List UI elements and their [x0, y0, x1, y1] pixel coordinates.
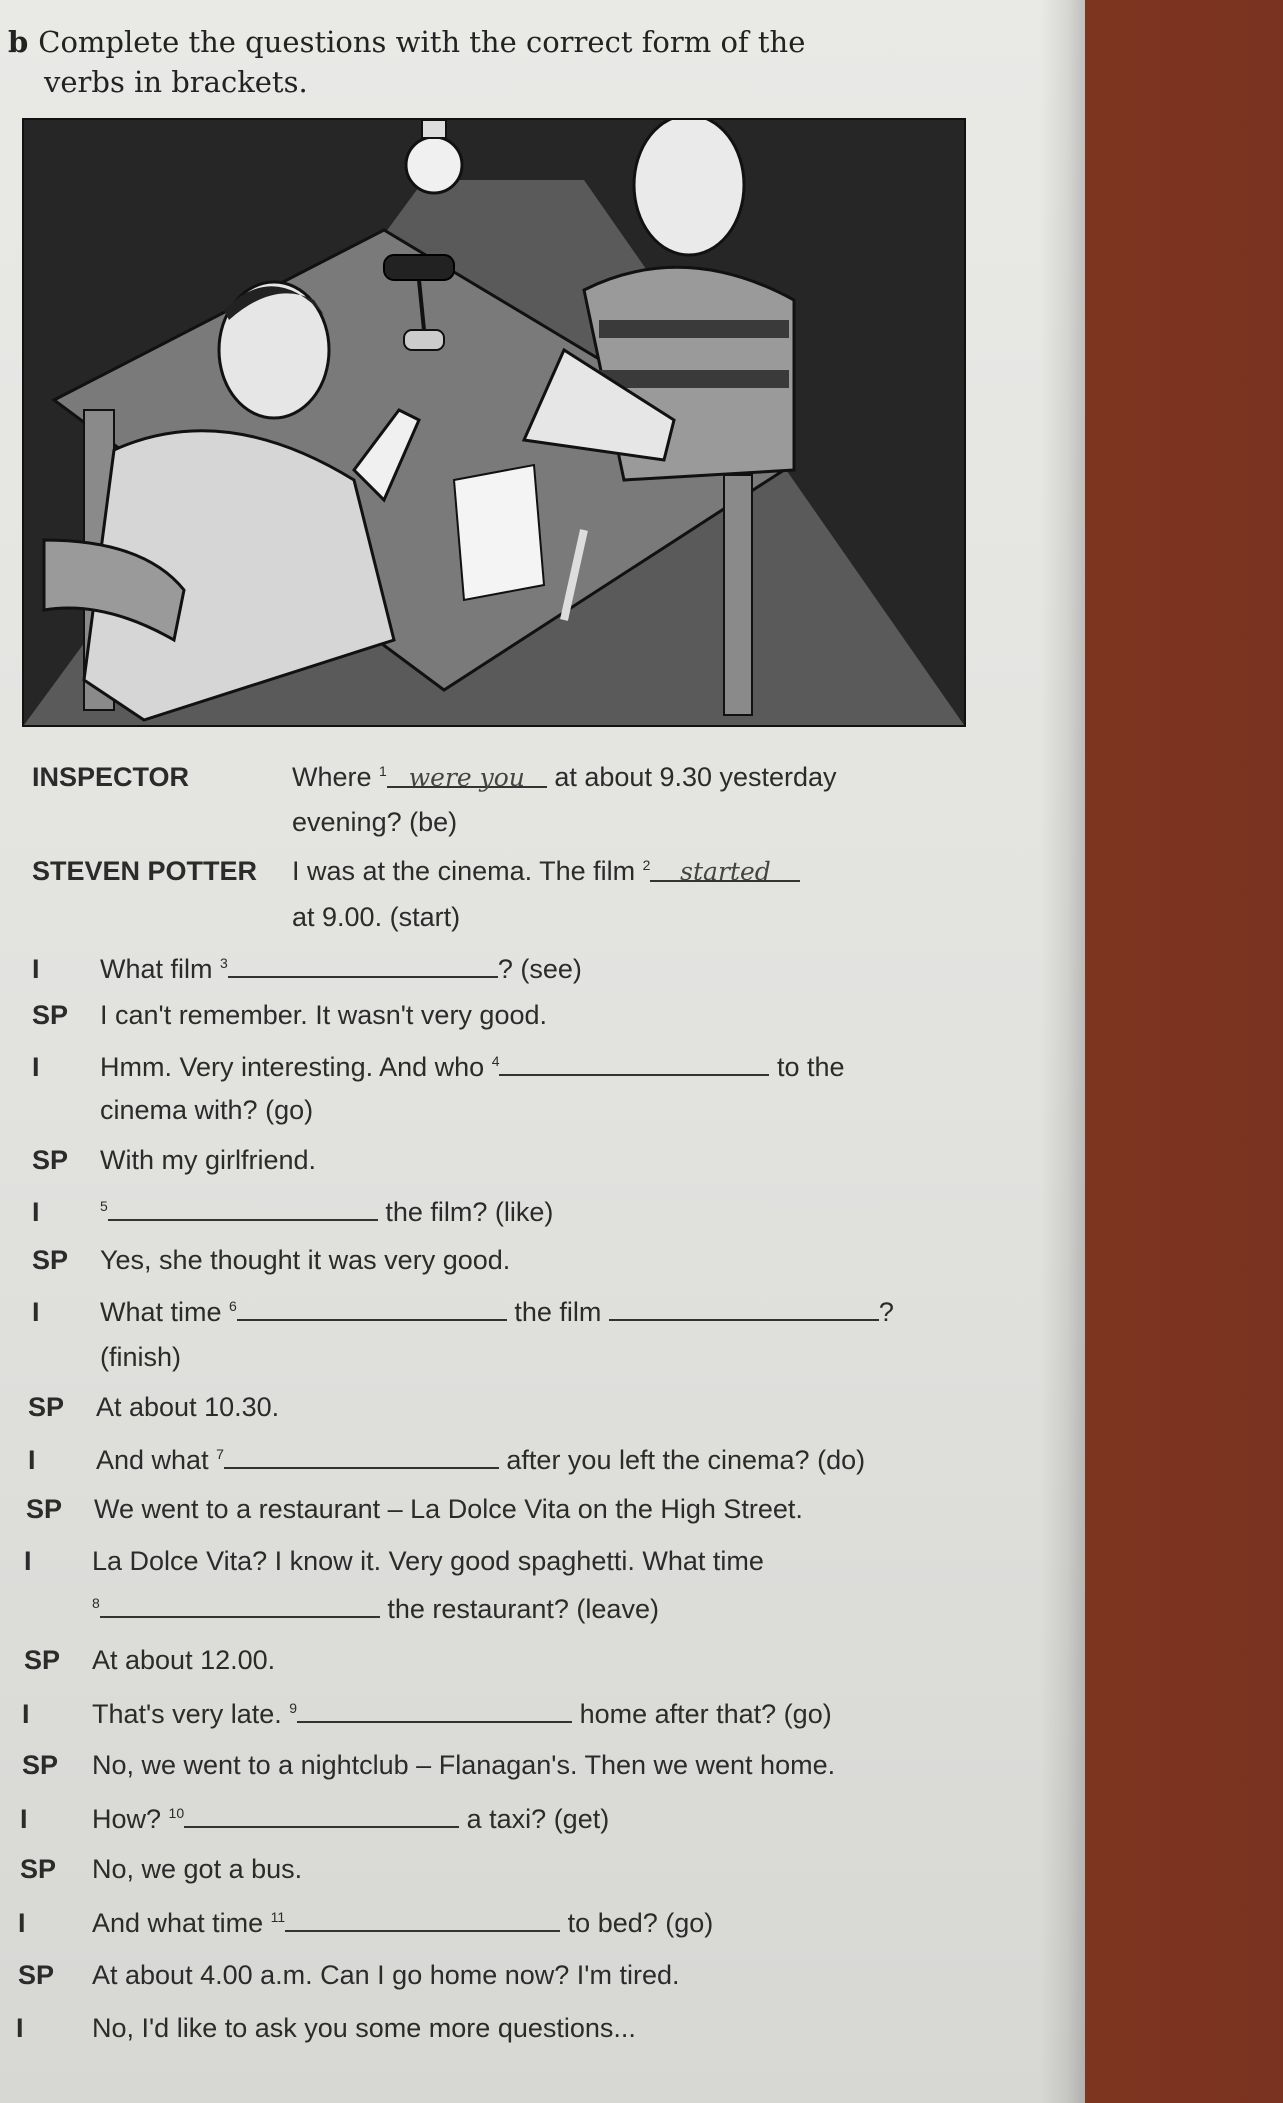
line-text: What film — [100, 954, 213, 984]
dialogue-line-17 — [20, 1802, 609, 1835]
question-number: 7 — [216, 1446, 224, 1462]
question-number: 9 — [289, 1700, 298, 1716]
answer-blank-1[interactable] — [387, 762, 547, 792]
answer-blank-7[interactable] — [224, 1443, 499, 1469]
line-text: to bed? (go) — [567, 1908, 714, 1938]
speaker-label: I — [22, 1699, 30, 1729]
speaker-label: STEVEN POTTER — [32, 856, 258, 886]
speaker-label: SP — [32, 1000, 69, 1030]
dialogue-line-7 — [32, 1195, 553, 1228]
dialogue-line-16 — [22, 1750, 835, 1781]
line-text: to the — [777, 1052, 845, 1082]
dialogue-line-4 — [32, 1000, 547, 1031]
line-text: La Dolce Vita? I know it. Very good spaghetti. What time — [92, 1546, 764, 1576]
question-number: 5 — [100, 1198, 108, 1214]
line-text: Where — [292, 762, 372, 792]
answer-blank-8[interactable] — [100, 1592, 380, 1618]
line-text: after you left the cinema? (do) — [506, 1445, 866, 1475]
line-text: home after that? (go) — [579, 1699, 832, 1729]
dialogue-line-11 — [28, 1443, 865, 1476]
instructions-line-1: Complete the questions with the correct form of the — [38, 25, 806, 59]
dialogue-line-18 — [20, 1854, 302, 1885]
speaker-label: I — [32, 1297, 40, 1327]
question-number: 2 — [642, 857, 651, 873]
line-text: the restaurant? (leave) — [387, 1594, 659, 1624]
speaker-label: SP — [28, 1392, 65, 1422]
speaker-label: SP — [24, 1645, 61, 1675]
line-text: I was at the cinema. The film — [292, 856, 636, 886]
answer-text: were you — [408, 763, 525, 792]
line-text: At about 4.00 a.m. Can I go home now? I'm tired. — [92, 1960, 680, 1990]
dialogue-line-5 — [32, 1050, 845, 1083]
question-number: 6 — [229, 1298, 237, 1314]
question-number: 3 — [220, 955, 228, 971]
answer-text: started — [680, 857, 771, 886]
line-text: We went to a restaurant – La Dolce Vita on the High Street. — [94, 1494, 803, 1524]
exercise-letter: b — [8, 25, 29, 59]
speaker-label: I — [16, 2013, 24, 2043]
line-text: And what time — [92, 1908, 264, 1938]
question-number: 8 — [92, 1595, 100, 1611]
speaker-label: I — [18, 1908, 26, 1938]
dialogue-line-19 — [18, 1906, 713, 1939]
dialogue-line-20 — [18, 1960, 679, 1991]
dialogue-line-2-cont: at 9.00. (start) — [292, 902, 461, 932]
dialogue-line-5-cont: cinema with? (go) — [100, 1095, 314, 1125]
answer-blank-4[interactable] — [499, 1050, 769, 1076]
line-text: What time — [100, 1297, 222, 1327]
speaker-label: SP — [20, 1854, 57, 1884]
line-text: I can't remember. It wasn't very good. — [100, 1000, 548, 1030]
answer-blank-3[interactable] — [228, 952, 498, 978]
speaker-label: I — [20, 1804, 28, 1834]
answer-blank-10[interactable] — [184, 1802, 459, 1828]
line-text: ? — [878, 1297, 894, 1327]
speaker-label: I — [32, 954, 40, 984]
speaker-label: I — [32, 1052, 40, 1082]
answer-blank-2[interactable] — [650, 856, 800, 886]
speaker-label: SP — [26, 1494, 63, 1524]
line-text: With my girlfriend. — [100, 1145, 317, 1175]
line-text: ? (see) — [497, 954, 582, 984]
dialogue-line-12 — [26, 1494, 803, 1525]
line-text: At about 10.30. — [96, 1392, 280, 1422]
dialogue-line-1 — [32, 762, 837, 793]
line-text: at about 9.30 yesterday — [554, 762, 837, 792]
dialogue-line-9-cont: (finish) — [100, 1342, 182, 1372]
speaker-label: SP — [22, 1750, 59, 1780]
dialogue-line-15 — [22, 1697, 832, 1730]
line-text: How? — [92, 1804, 162, 1834]
line-text: No, I'd like to ask you some more questions... — [92, 2013, 636, 2043]
answer-blank-6b[interactable] — [609, 1295, 879, 1321]
line-text: a taxi? (get) — [466, 1804, 610, 1834]
line-text: Hmm. Very interesting. And who — [100, 1052, 485, 1082]
dialogue-line-1-cont: evening? (be) — [292, 807, 458, 837]
speaker-label: I — [32, 1197, 40, 1227]
answer-blank-6[interactable] — [237, 1295, 507, 1321]
line-text: No, we went to a nightclub – Flanagan's. Then we went home. — [92, 1750, 836, 1780]
speaker-label: SP — [18, 1960, 55, 1990]
question-number: 11 — [270, 1909, 286, 1925]
line-text: That's very late. — [92, 1699, 282, 1729]
dialogue-line-14 — [24, 1645, 275, 1676]
dialogue-line-9 — [32, 1295, 894, 1328]
dialogue-line-13 — [24, 1546, 764, 1577]
speaker-label: SP — [32, 1145, 69, 1175]
dialogue-line-8 — [32, 1245, 510, 1276]
speaker-label: INSPECTOR — [32, 762, 190, 792]
dialogue-line-13-cont — [92, 1592, 659, 1625]
dialogue-line-10 — [28, 1392, 279, 1423]
speaker-label: SP — [32, 1245, 69, 1275]
dialogue-line-3 — [32, 952, 582, 985]
line-text: Yes, she thought it was very good. — [100, 1245, 511, 1275]
answer-blank-11[interactable] — [285, 1906, 560, 1932]
speaker-label: I — [24, 1546, 32, 1576]
answer-blank-5[interactable] — [108, 1195, 378, 1221]
answer-blank-9[interactable] — [297, 1697, 572, 1723]
question-number: 1 — [379, 763, 387, 779]
line-text: the film — [514, 1297, 602, 1327]
dialogue-line-6 — [32, 1145, 316, 1176]
line-text: At about 12.00. — [92, 1645, 276, 1675]
instructions-line-2: verbs in brackets. — [44, 65, 308, 99]
line-text: the film? (like) — [385, 1197, 554, 1227]
question-number: 10 — [168, 1805, 185, 1821]
dialogue-line-21 — [16, 2013, 636, 2044]
dialogue-line-2 — [32, 856, 800, 887]
question-number: 4 — [491, 1053, 500, 1069]
speaker-label: I — [28, 1445, 36, 1475]
line-text: And what — [96, 1445, 209, 1475]
line-text: No, we got a bus. — [92, 1854, 303, 1884]
